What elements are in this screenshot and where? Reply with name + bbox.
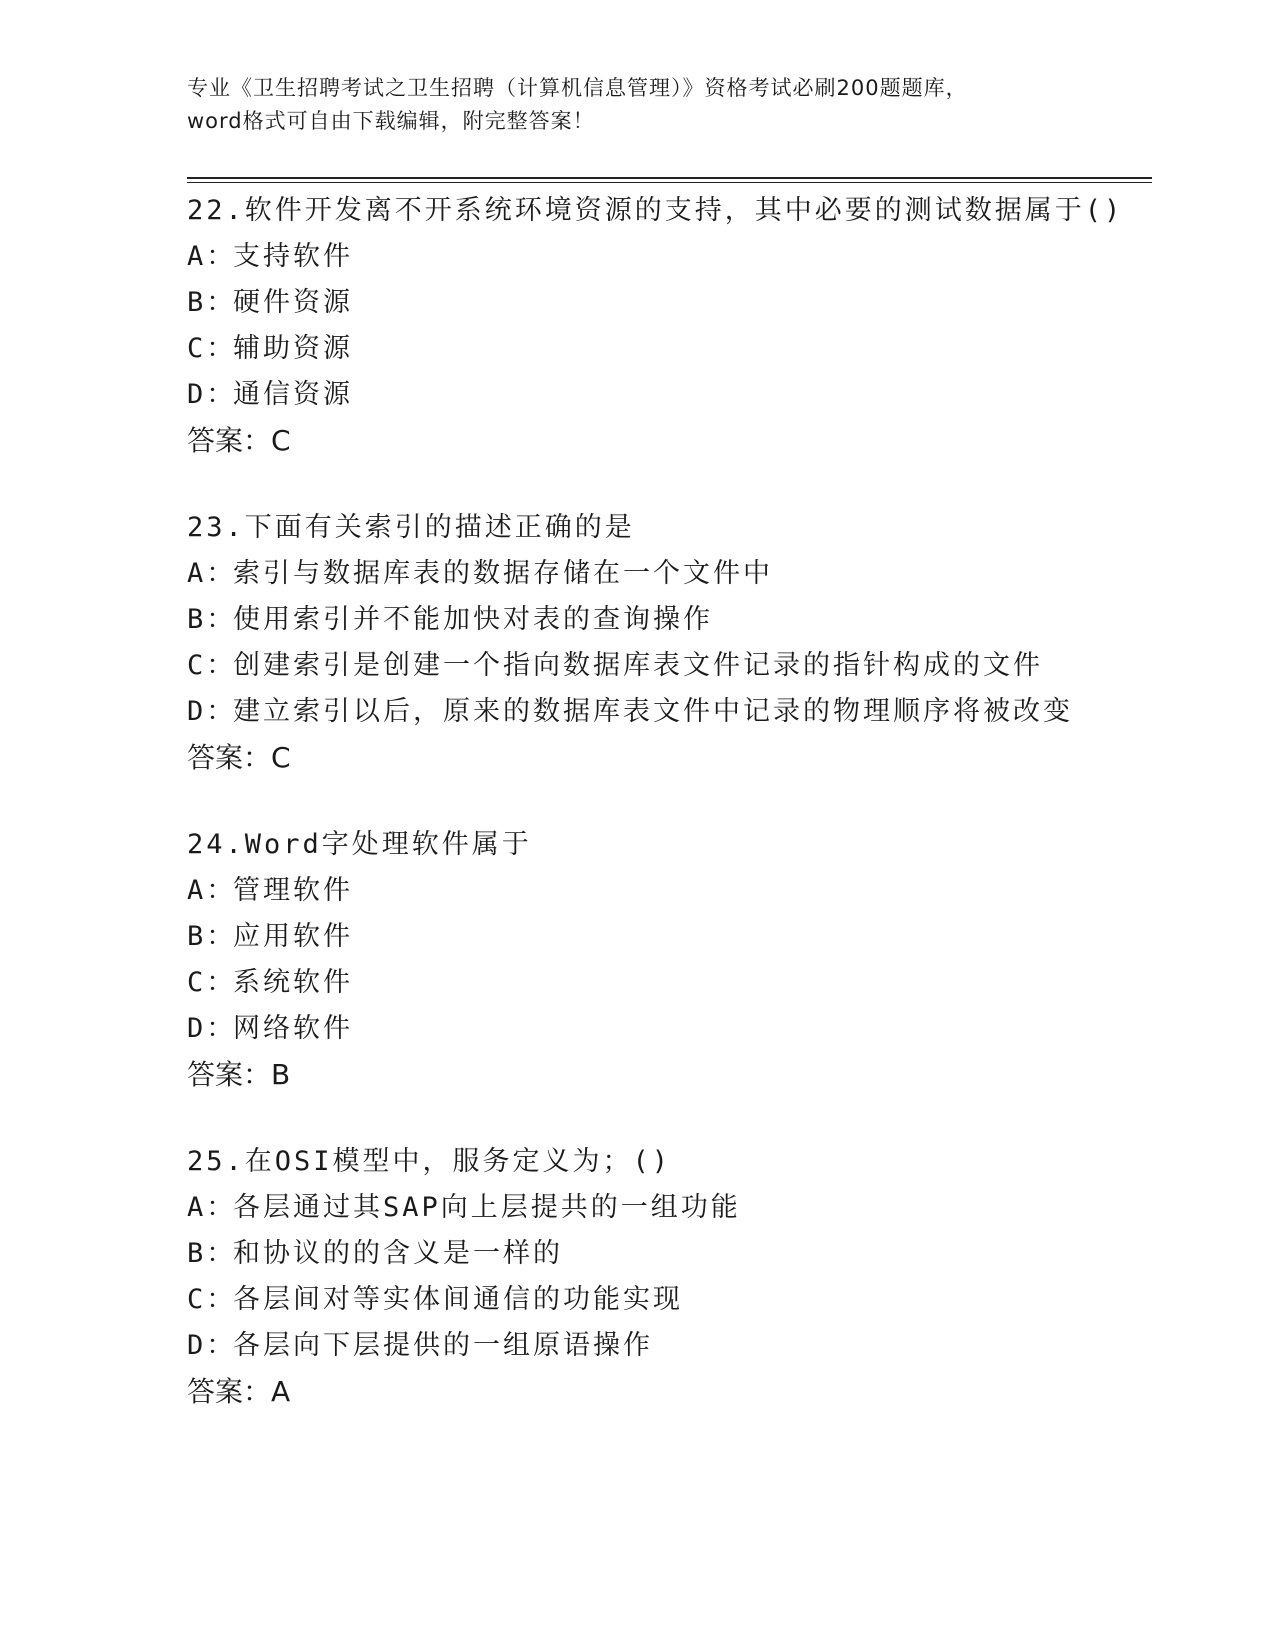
header-title-line-2: word格式可自由下载编辑，附完整答案！	[187, 109, 595, 133]
option-key: B：	[187, 1238, 237, 1269]
answer-line: 答案：A	[187, 1375, 291, 1408]
header-title-line-1: 专业《卫生招聘考试之卫生招聘（计算机信息管理）》资格考试必刷200题题库，	[187, 76, 968, 100]
option-c	[187, 326, 1147, 372]
option-key: D：	[187, 696, 237, 727]
option-key: C：	[187, 650, 237, 681]
document-header	[187, 72, 1087, 138]
option-b	[187, 597, 1147, 643]
option-key: C：	[187, 967, 237, 998]
option-d	[187, 1006, 1147, 1052]
header-divider-thick	[187, 177, 1152, 179]
option-text: 索引与数据库表的数据存储在一个文件中	[233, 558, 773, 589]
question-22	[187, 188, 1147, 464]
option-text: 管理软件	[233, 875, 353, 906]
question-25	[187, 1139, 1147, 1415]
question-23	[187, 505, 1147, 781]
option-key: C：	[187, 333, 237, 364]
option-c	[187, 960, 1147, 1006]
option-text: 网络软件	[233, 1013, 353, 1044]
option-key: D：	[187, 379, 237, 410]
option-text: 硬件资源	[233, 287, 353, 318]
option-d	[187, 372, 1147, 418]
option-key: A：	[187, 241, 237, 272]
option-key: A：	[187, 1192, 237, 1223]
option-b	[187, 280, 1147, 326]
option-key: B：	[187, 604, 237, 635]
option-a	[187, 551, 1147, 597]
option-text: 建立索引以后，原来的数据库表文件中记录的物理顺序将被改变	[233, 696, 1073, 727]
option-a	[187, 234, 1147, 280]
option-b	[187, 914, 1147, 960]
option-text: 辅助资源	[233, 333, 353, 364]
question-stem: 24.Word字处理软件属于	[187, 829, 532, 860]
question-stem: 25.在OSI模型中，服务定义为；()	[187, 1146, 672, 1177]
option-key: D：	[187, 1330, 237, 1361]
question-list	[187, 188, 1147, 1456]
option-text: 各层向下层提供的一组原语操作	[233, 1330, 653, 1361]
option-a	[187, 868, 1147, 914]
option-text: 和协议的的含义是一样的	[233, 1238, 563, 1269]
option-text: 各层通过其SAP向上层提共的一组功能	[233, 1192, 741, 1223]
option-text: 应用软件	[233, 921, 353, 952]
answer-line: 答案：C	[187, 741, 291, 774]
option-b	[187, 1231, 1147, 1277]
option-text: 使用索引并不能加快对表的查询操作	[233, 604, 713, 635]
question-24	[187, 822, 1147, 1098]
option-d	[187, 689, 1147, 735]
option-c	[187, 643, 1147, 689]
option-key: A：	[187, 558, 237, 589]
option-key: B：	[187, 287, 237, 318]
answer-line: 答案：B	[187, 1058, 291, 1091]
option-a	[187, 1185, 1147, 1231]
header-divider-thin	[187, 182, 1152, 183]
option-d	[187, 1323, 1147, 1369]
option-c	[187, 1277, 1147, 1323]
option-key: B：	[187, 921, 237, 952]
question-stem: 22.软件开发离不开系统环境资源的支持，其中必要的测试数据属于()	[187, 195, 1124, 226]
option-key: D：	[187, 1013, 237, 1044]
question-stem: 23.下面有关索引的描述正确的是	[187, 512, 635, 543]
option-key: A：	[187, 875, 237, 906]
answer-line: 答案：C	[187, 424, 291, 457]
option-text: 通信资源	[233, 379, 353, 410]
option-text: 创建索引是创建一个指向数据库表文件记录的指针构成的文件	[233, 650, 1043, 681]
option-text: 支持软件	[233, 241, 353, 272]
option-text: 系统软件	[233, 967, 353, 998]
option-text: 各层间对等实体间通信的功能实现	[233, 1284, 683, 1315]
option-key: C：	[187, 1284, 237, 1315]
